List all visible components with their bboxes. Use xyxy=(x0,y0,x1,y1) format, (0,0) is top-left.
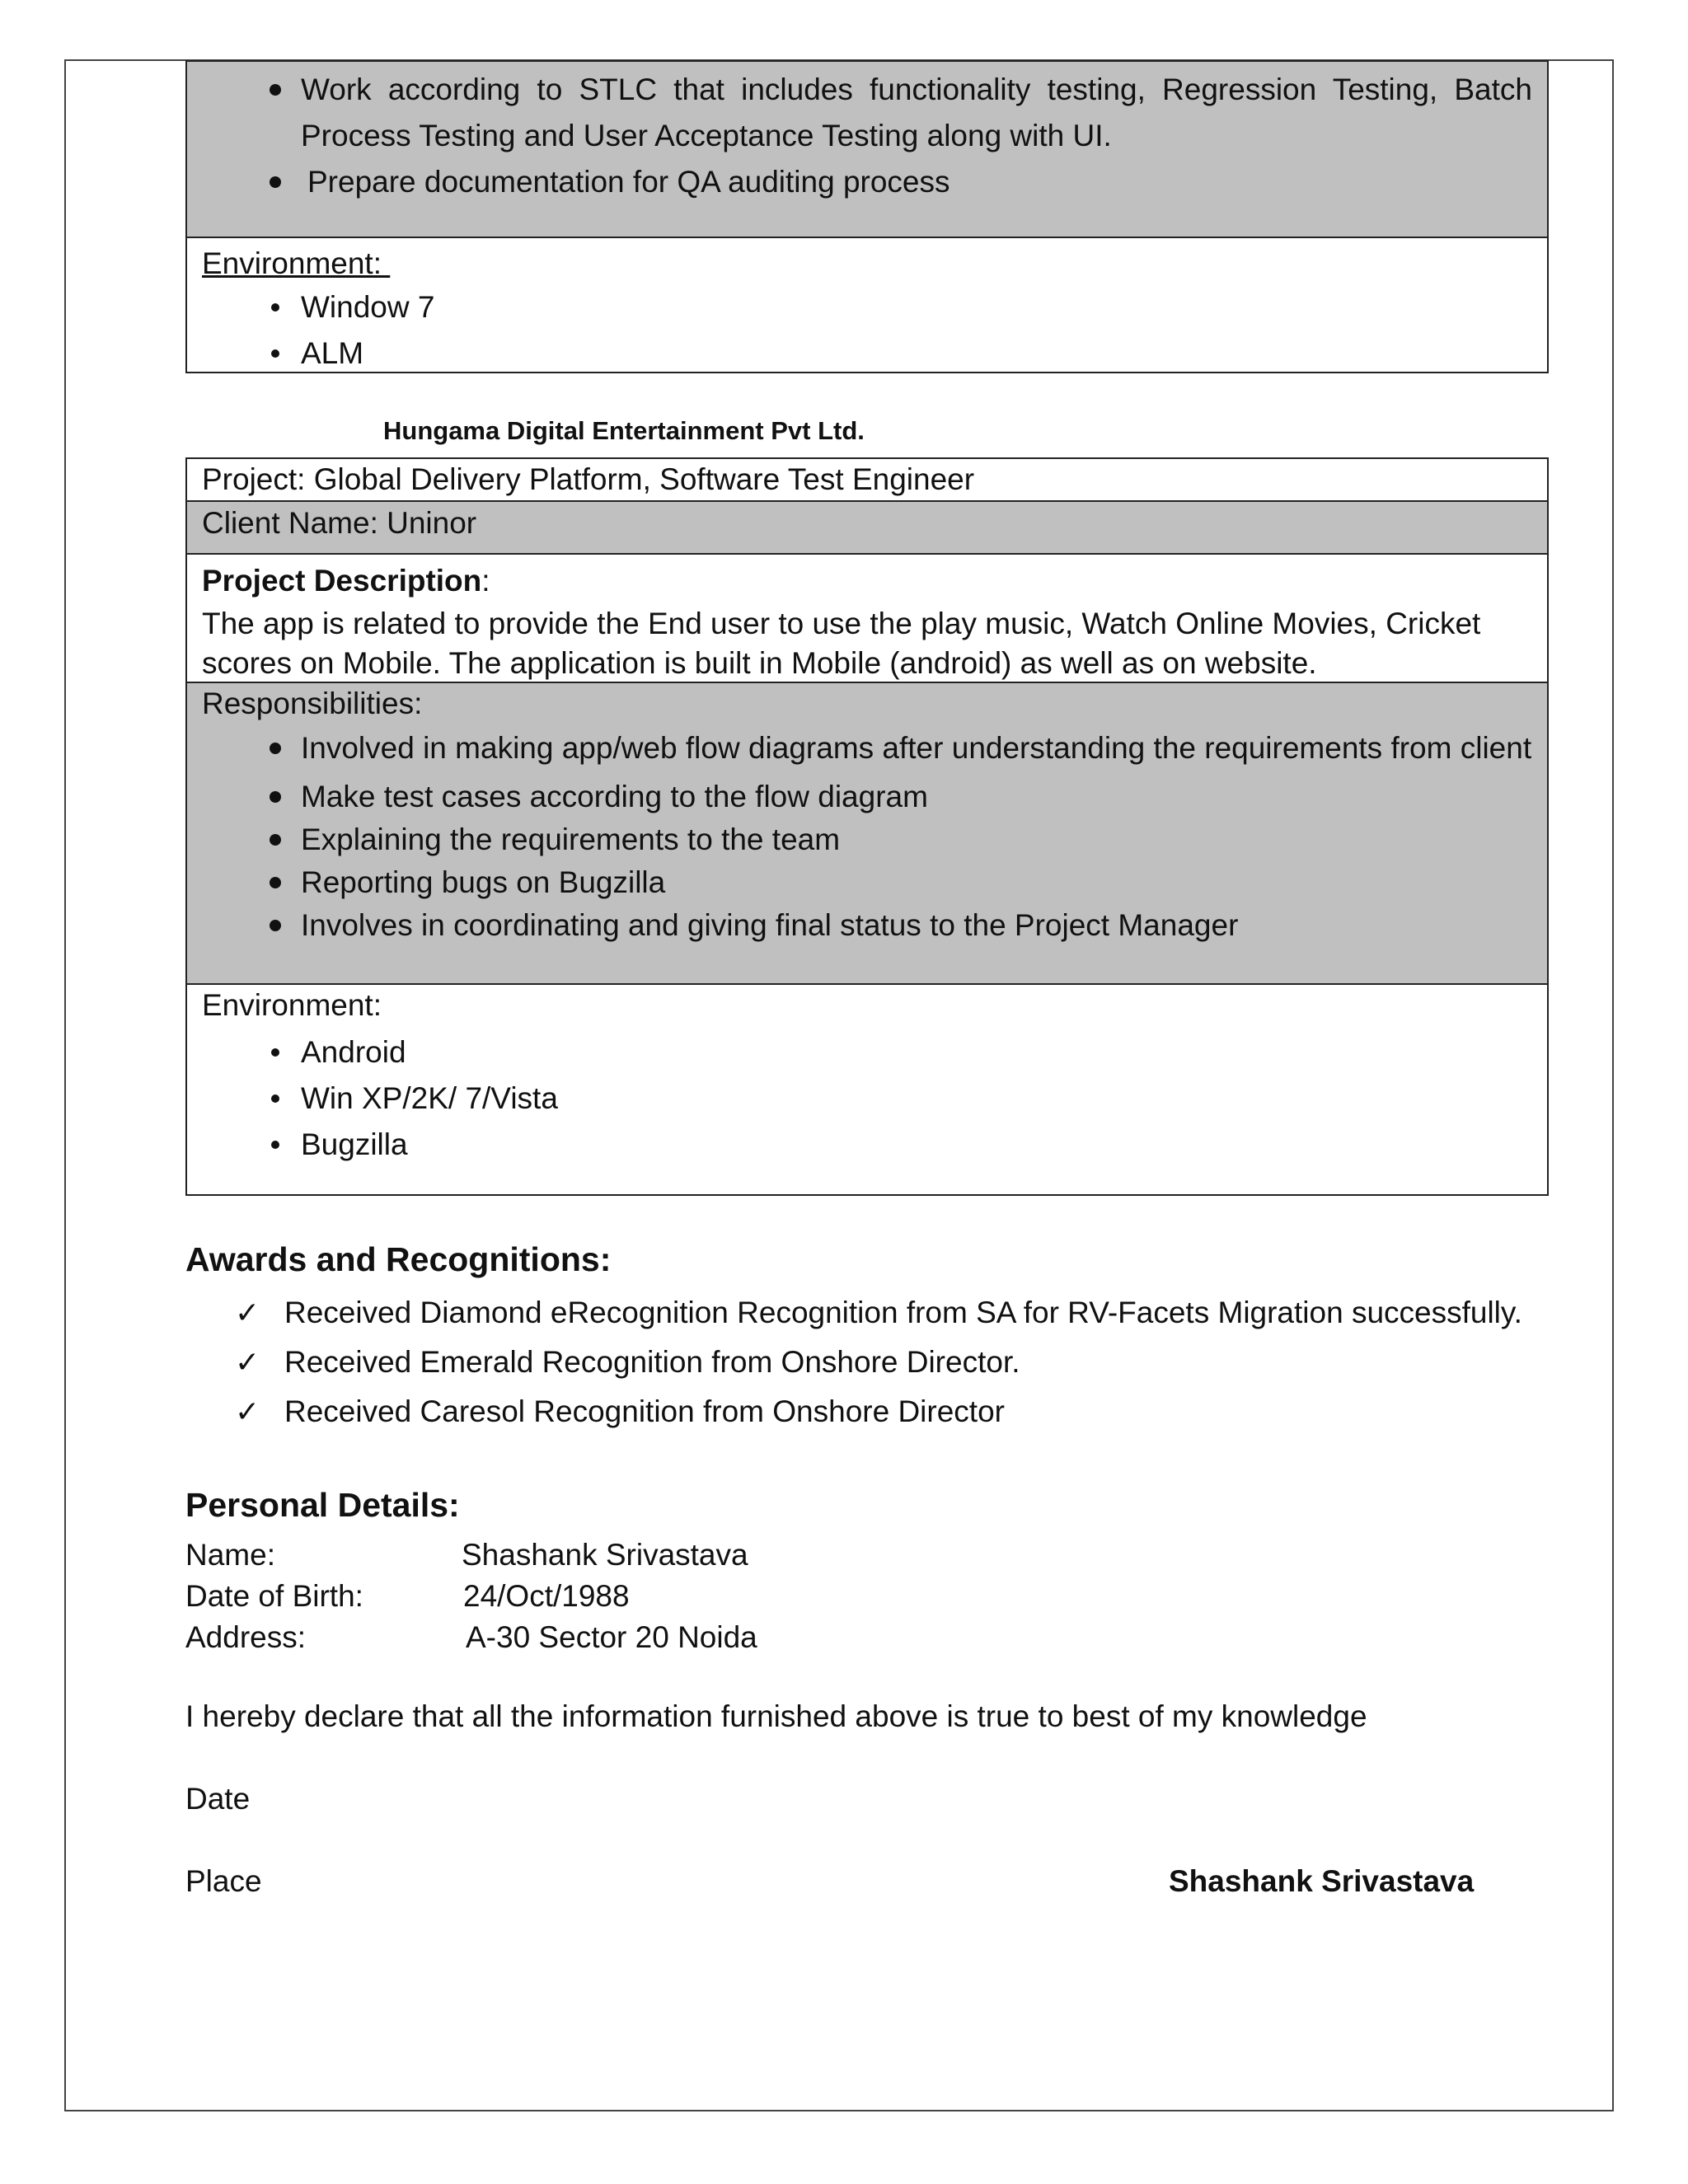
environment-list xyxy=(202,284,1532,377)
award-text: Received Emerald Recognition from Onshore Director. xyxy=(284,1345,1020,1379)
environment-label: Environment: xyxy=(202,246,391,280)
responsibilities-row xyxy=(187,682,1547,983)
list-item xyxy=(202,1122,1532,1168)
bullet-icon xyxy=(270,834,281,846)
responsibility-text: Work according to STLC that includes functionality testing, Regression Testing, Batch Process Testing and User Acceptance Testing along with UI. xyxy=(301,73,1532,152)
personal-details xyxy=(185,1535,845,1658)
environment-item: Bugzilla xyxy=(301,1127,408,1161)
client-row xyxy=(187,500,1547,553)
list-item xyxy=(185,1288,1522,1338)
bullet-icon xyxy=(270,743,281,754)
responsibilities-label: Responsibilities: xyxy=(202,687,423,720)
list-item xyxy=(202,904,1532,947)
bullet-icon xyxy=(271,1094,279,1103)
award-text: Received Diamond eRecognition Recognition from SA for RV-Facets Migration successfully. xyxy=(284,1296,1522,1329)
responsibility-text: Involved in making app/web flow diagrams after understanding the requirements from client xyxy=(301,731,1532,765)
description-label: Project Description xyxy=(202,564,482,598)
checkmark-icon: ✓ xyxy=(235,1345,260,1379)
project-title: Project: Global Delivery Platform, Software Test Engineer xyxy=(202,462,975,496)
checkmark-icon: ✓ xyxy=(235,1296,260,1329)
declaration-text: I hereby declare that all the information furnished above is true to best of my knowledge xyxy=(185,1699,1367,1733)
date-label: Date xyxy=(185,1782,251,1816)
list-item xyxy=(202,1029,1532,1076)
environment-item: ALM xyxy=(301,336,364,370)
bullet-icon xyxy=(271,349,279,358)
dob-value: 24/Oct/1988 xyxy=(463,1579,630,1613)
list-item xyxy=(202,330,1532,377)
description-text: The app is related to provide the End user to use the play music, Watch Online Movies, Cricket scores on Mobile. The application is built in Mobile (android) as well as on website. xyxy=(202,607,1481,680)
list-item xyxy=(202,284,1532,330)
signature-name: Shashank Srivastava xyxy=(1169,1864,1475,1898)
bullet-icon xyxy=(270,791,281,803)
list-item xyxy=(202,776,1532,818)
environment-row xyxy=(187,237,1547,372)
name-label: Name: xyxy=(185,1538,275,1572)
list-item xyxy=(202,159,1532,205)
responsibility-text: Make test cases according to the flow diagram xyxy=(301,780,928,813)
address-label: Address: xyxy=(185,1620,307,1654)
responsibility-text: Involves in coordinating and giving final status to the Project Manager xyxy=(301,908,1239,942)
list-item xyxy=(202,818,1532,861)
list-item xyxy=(202,861,1532,904)
description-heading xyxy=(202,558,1532,604)
environment-item: Android xyxy=(301,1035,406,1069)
description-colon: : xyxy=(481,564,490,598)
awards-list xyxy=(185,1288,1522,1436)
environment-list xyxy=(202,1029,1532,1168)
responsibility-text: Explaining the requirements to the team xyxy=(301,823,841,856)
project-row xyxy=(187,459,1547,500)
bullet-icon xyxy=(270,920,281,931)
environment-label: Environment: xyxy=(202,988,382,1022)
responsibilities-list xyxy=(202,729,1532,947)
checkmark-icon: ✓ xyxy=(235,1394,260,1428)
list-item xyxy=(185,1387,1522,1436)
previous-project-table xyxy=(185,60,1549,373)
responsibilities-list xyxy=(202,67,1532,205)
name-value: Shashank Srivastava xyxy=(462,1538,748,1572)
dob-label: Date of Birth: xyxy=(185,1579,363,1613)
address-value: A-30 Sector 20 Noida xyxy=(466,1620,757,1654)
bullet-icon xyxy=(270,176,281,188)
address-row xyxy=(185,1617,845,1658)
list-item xyxy=(202,1076,1532,1122)
place-label: Place xyxy=(185,1864,262,1898)
list-item xyxy=(185,1338,1522,1387)
bullet-icon xyxy=(271,1048,279,1057)
responsibilities-row xyxy=(187,62,1547,237)
award-text: Received Caresol Recognition from Onshore Director xyxy=(284,1394,1005,1428)
bullet-icon xyxy=(270,84,281,96)
project-table xyxy=(185,457,1549,1196)
responsibility-text: Reporting bugs on Bugzilla xyxy=(301,865,666,899)
name-row xyxy=(185,1535,845,1576)
bullet-icon xyxy=(271,1141,279,1149)
environment-item: Win XP/2K/ 7/Vista xyxy=(301,1081,558,1115)
list-item xyxy=(202,67,1532,159)
bullet-icon xyxy=(270,877,281,888)
company-name: Hungama Digital Entertainment Pvt Ltd. xyxy=(383,416,865,445)
client-name: Client Name: Uninor xyxy=(202,506,477,540)
dob-row xyxy=(185,1576,845,1617)
environment-row xyxy=(187,983,1547,1194)
bullet-icon xyxy=(271,303,279,312)
description-row xyxy=(187,553,1547,682)
responsibility-text: Prepare documentation for QA auditing process xyxy=(307,165,950,199)
list-item xyxy=(202,729,1532,767)
awards-heading: Awards and Recognitions: xyxy=(185,1240,612,1278)
environment-item: Window 7 xyxy=(301,290,435,324)
personal-details-heading: Personal Details: xyxy=(185,1486,460,1524)
